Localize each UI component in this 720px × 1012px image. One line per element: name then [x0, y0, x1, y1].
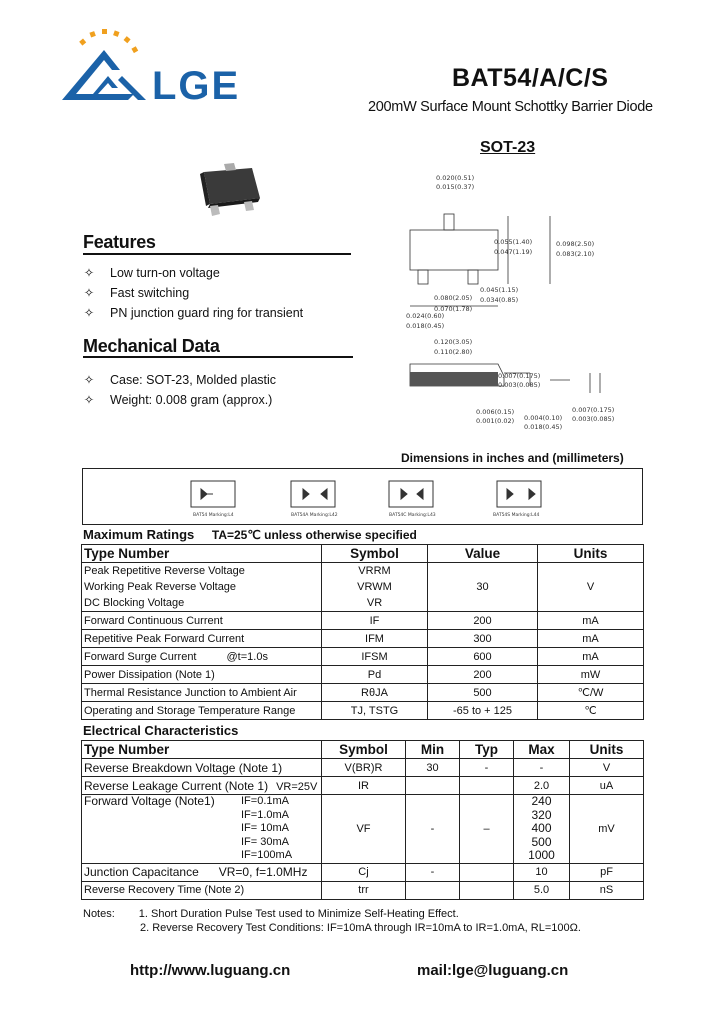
mechanical-rule — [83, 356, 353, 358]
variants-box — [82, 468, 643, 525]
param-cell: Peak Repetitive Reverse Voltage Working Peak Reverse Voltage DC Blocking Voltage — [82, 563, 322, 612]
table-row: Reverse Recovery Time (Note 2) trr 5.0 nS — [82, 881, 644, 899]
sot23-package-image — [186, 158, 266, 228]
variant-label: BAT54C Marking:L43 — [389, 513, 436, 518]
dim-label: 0.018(0.45) — [524, 423, 563, 430]
max-ratings-title-row — [83, 527, 417, 542]
variant-label: BAT54S Marking:L44 — [493, 513, 540, 518]
dim-label: 0.083(2.10) — [556, 250, 595, 258]
dim-label: 0.001(0.02) — [476, 417, 515, 425]
dim-label: 0.003(0.085) — [572, 415, 615, 423]
diamond-bullet-icon: ✧ — [83, 373, 95, 387]
logo-text: LGE — [152, 64, 241, 108]
dimensions-caption: Dimensions in inches and (millimeters) — [401, 451, 624, 465]
table-row: Forward Voltage (Note1) IF=0.1mA IF=1.0mA IF= 10mA IF= 30mA IF=100mA VF - – 240 320 400 500 1000 mV — [82, 795, 644, 864]
dim-label: 0.045(1.15) — [480, 286, 519, 294]
dim-label: 0.004(0.10) — [524, 414, 563, 422]
package-dimension-drawing — [400, 168, 620, 430]
package-label: SOT-23 — [480, 139, 536, 156]
features-title: Features — [83, 232, 156, 252]
variant-circuits — [83, 469, 642, 524]
table-row: Forward Continuous Current IF 200 mA — [82, 612, 644, 630]
list-item: ✧ Fast switching — [82, 283, 303, 303]
dim-label: 0.080(2.05) — [434, 294, 473, 302]
features-list — [82, 263, 303, 323]
diamond-bullet-icon: ✧ — [83, 306, 95, 320]
dim-label: 0.110(2.80) — [434, 348, 473, 356]
dim-label: 0.020(0.51) — [436, 174, 475, 182]
max-ratings-title: Maximum Ratings — [83, 527, 195, 542]
mechanical-title: Mechanical Data — [83, 336, 220, 356]
lge-logo-mark — [62, 28, 148, 104]
table-row: Reverse Breakdown Voltage (Note 1) V(BR)R 30 - - V — [82, 759, 644, 777]
part-number-title: BAT54/A/C/S — [452, 64, 609, 92]
dim-label: 0.034(0.85) — [480, 296, 519, 304]
list-item: ✧ Weight: 0.008 gram (approx.) — [82, 390, 276, 410]
dim-label: 0.015(0.37) — [436, 183, 475, 191]
list-item: ✧ Low turn-on voltage — [82, 263, 303, 283]
header-cell: Value — [428, 545, 538, 563]
electrical-title: Electrical Characteristics — [83, 723, 239, 738]
dim-label: 0.018(0.45) — [406, 322, 445, 330]
dim-label: 0.003(0.085) — [498, 381, 541, 389]
dim-label: 0.024(0.60) — [406, 312, 445, 320]
dim-label: 0.070(1.78) — [434, 305, 473, 313]
table-row: Repetitive Peak Forward Current IFM 300 mA — [82, 630, 644, 648]
dim-label: 0.047(1.19) — [494, 248, 533, 256]
value-cell: 30 — [428, 563, 538, 612]
table-row — [82, 563, 644, 612]
list-item: ✧ PN junction guard ring for transient — [82, 303, 303, 323]
table-row: Forward Surge Current @t=1.0s IFSM 600 mA — [82, 648, 644, 666]
footer-url[interactable]: http://www.luguang.cn — [130, 962, 291, 979]
table-row: Reverse Leakage Current (Note 1) VR=25V IR 2.0 uA — [82, 777, 644, 795]
table-row: Junction Capacitance VR=0, f=1.0MHz Cj - 10 pF — [82, 863, 644, 881]
table-header — [82, 545, 644, 563]
list-item: ✧ Case: SOT-23, Molded plastic — [82, 370, 276, 390]
diamond-bullet-icon: ✧ — [83, 266, 95, 280]
dim-label: 0.098(2.50) — [556, 240, 595, 248]
header-cell: Type Number — [82, 545, 322, 563]
table-header: Type Number Symbol Min Typ Max Units — [82, 741, 644, 759]
header-cell: Units — [538, 545, 644, 563]
electrical-table — [81, 740, 644, 900]
unit-cell: V — [538, 563, 644, 612]
variant-label: BAT54 Marking:L4 — [193, 513, 234, 518]
dim-label: 0.007(0.175) — [498, 372, 541, 380]
notes: Notes: 1. Short Duration Pulse Test used to Minimize Self-Heating Effect. 2. Reverse Recovery Test Conditions: IF=10mA through IR=10mA to IR=1.0mA, RL=100Ω. — [83, 908, 581, 934]
table-row: Power Dissipation (Note 1) Pd 200 mW — [82, 666, 644, 684]
header-cell: Symbol — [322, 545, 428, 563]
diamond-bullet-icon: ✧ — [83, 393, 95, 407]
symbol-cell: VRRM VRWM VR — [322, 563, 428, 612]
features-rule — [83, 253, 351, 255]
dim-label: 0.055(1.40) — [494, 238, 533, 246]
variant-label: BAT54A Marking:L42 — [291, 513, 338, 518]
table-row: Operating and Storage Temperature Range TJ, TSTG -65 to + 125 ℃ — [82, 702, 644, 720]
table-row: Thermal Resistance Junction to Ambient Air RθJA 500 ℃/W — [82, 684, 644, 702]
dim-label: 0.006(0.15) — [476, 408, 515, 416]
product-subtitle: 200mW Surface Mount Schottky Barrier Diode — [368, 99, 653, 115]
max-ratings-table — [81, 544, 644, 720]
dim-label: 0.120(3.05) — [434, 338, 473, 346]
mechanical-list — [82, 370, 276, 410]
dim-label: 0.007(0.175) — [572, 406, 615, 414]
footer-mail[interactable]: mail:lge@luguang.cn — [417, 962, 569, 979]
max-ratings-condition: TA=25℃ unless otherwise specified — [211, 528, 417, 542]
diamond-bullet-icon: ✧ — [83, 286, 95, 300]
